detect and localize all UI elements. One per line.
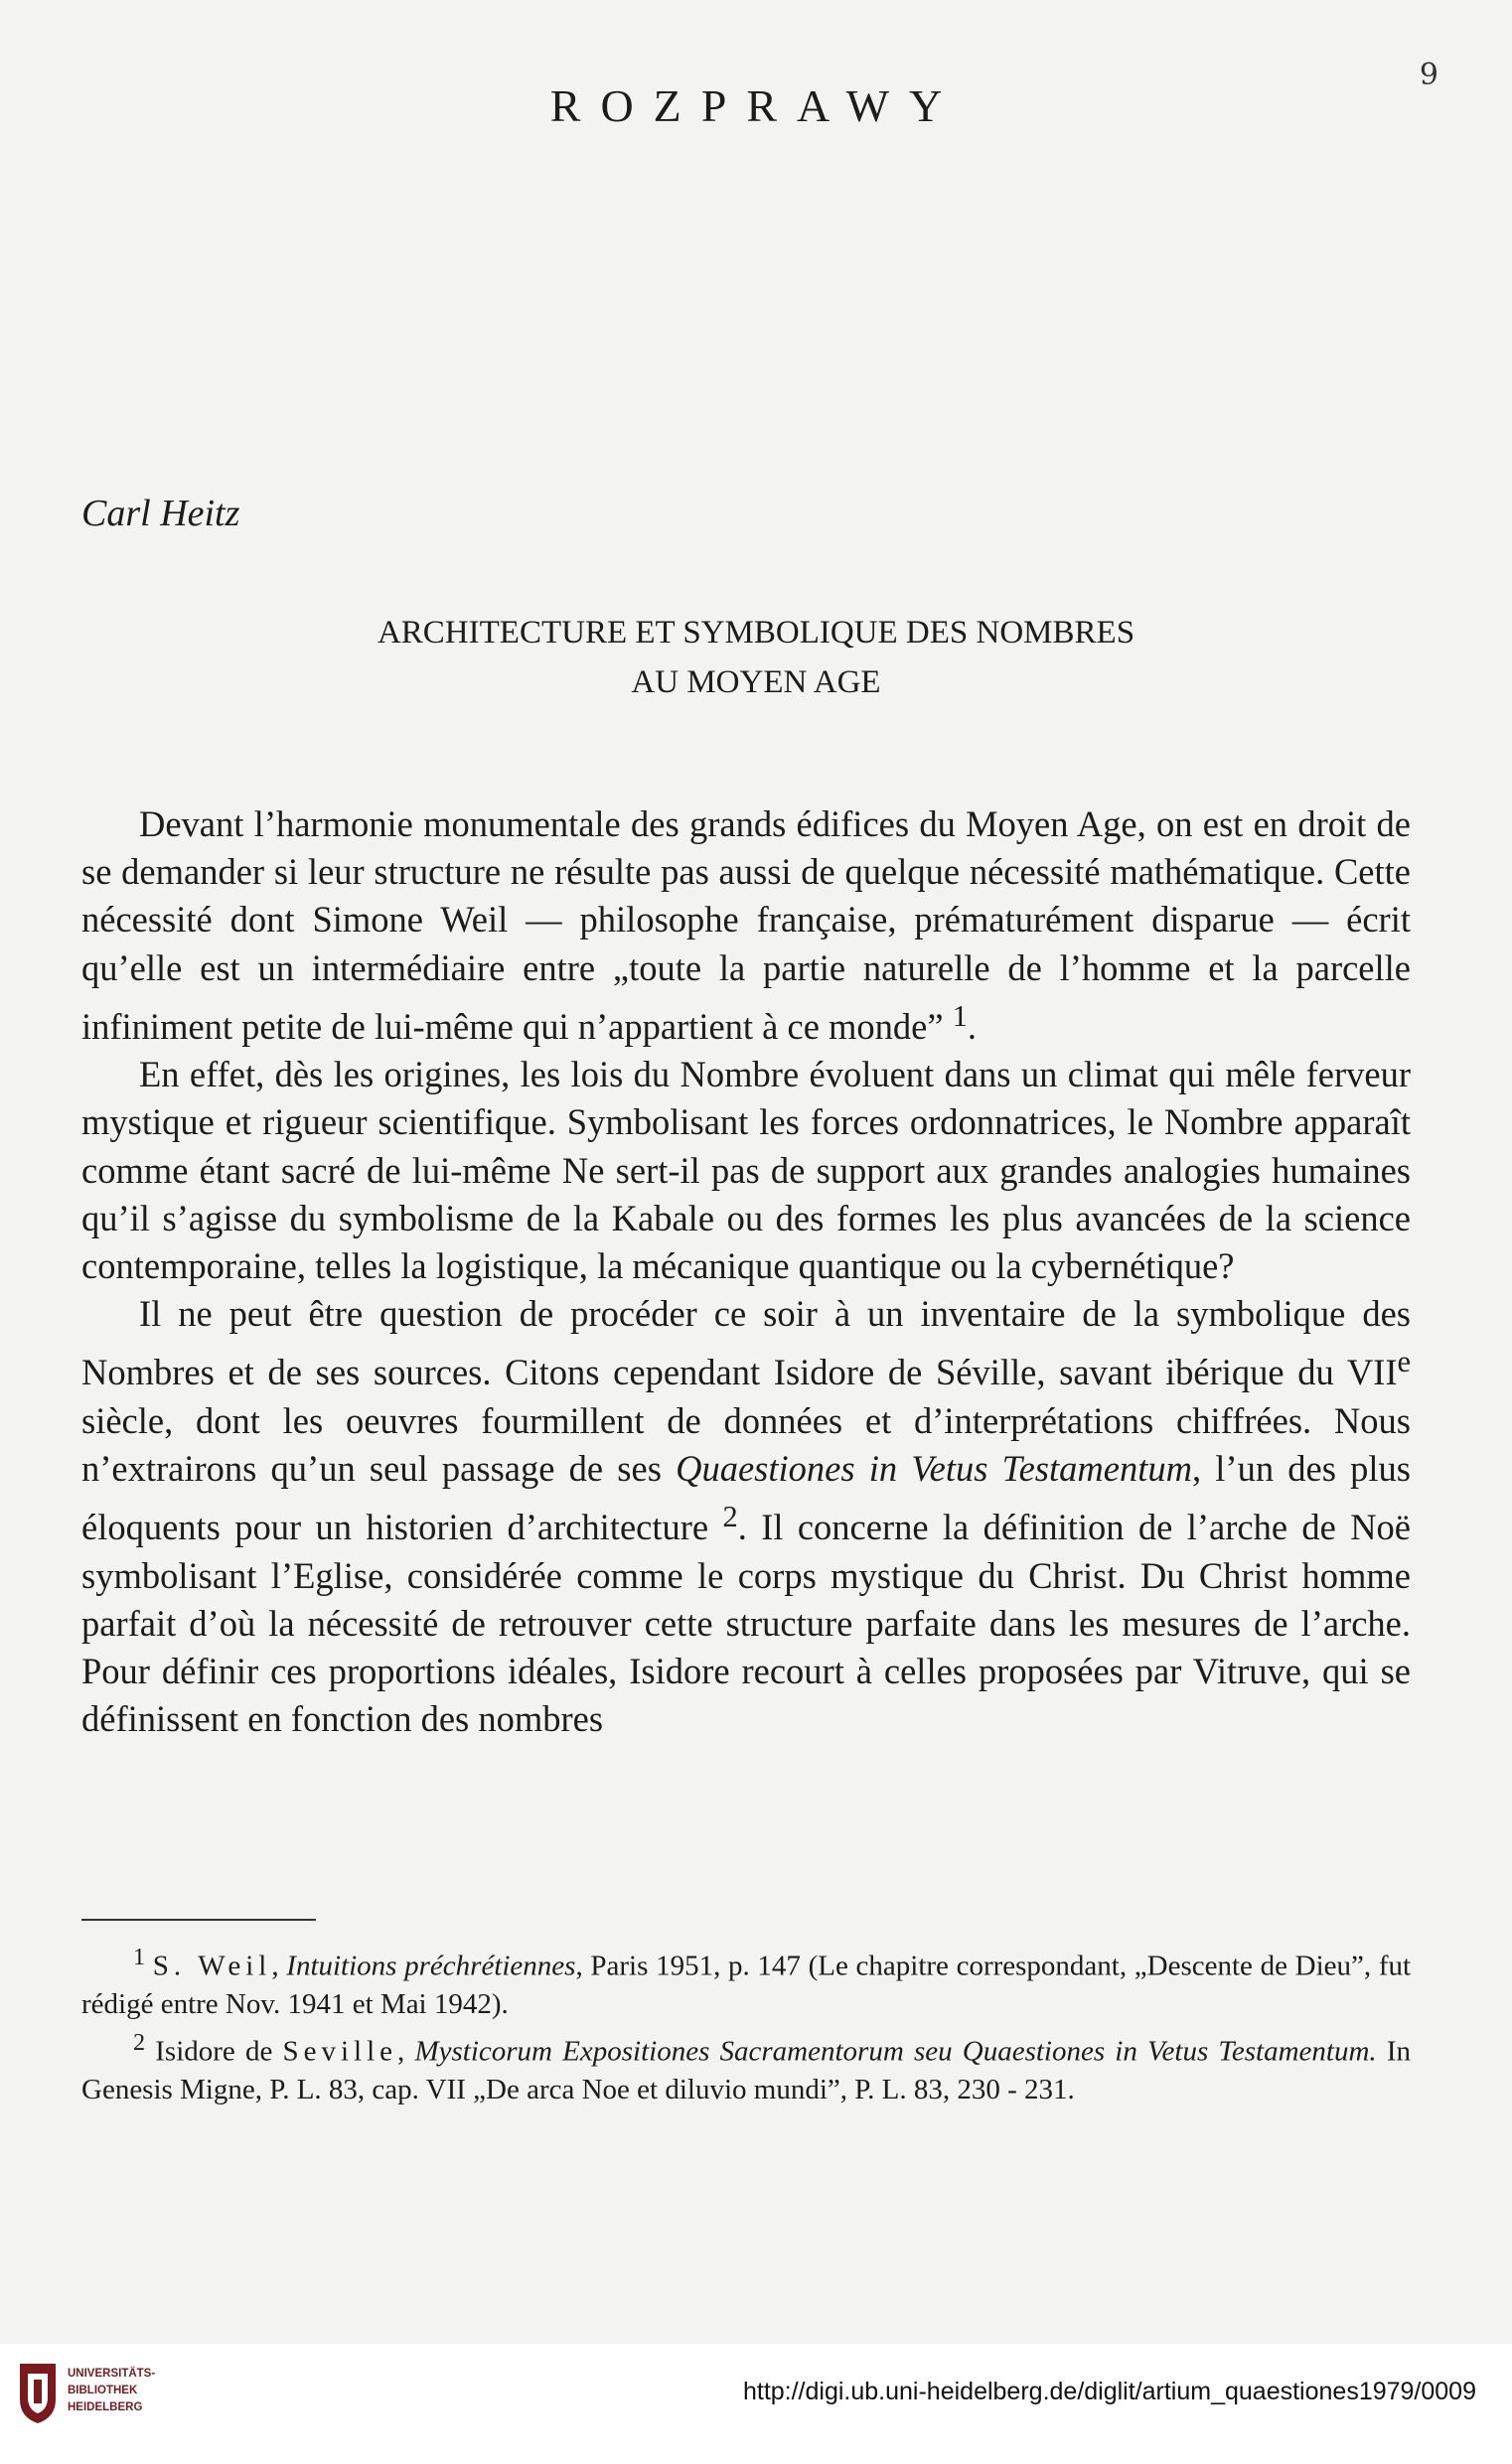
section-heading: ROZPRAWY: [549, 80, 963, 131]
library-footer: [0, 2344, 1512, 2464]
article-title-line-1: ARCHITECTURE ET SYMBOLIQUE DES NOMBRES: [377, 615, 1135, 651]
footnote-ref-2[interactable]: 2: [722, 1500, 738, 1534]
paragraph-1: Devant l’harmonie monumentale des grands édifices du Moyen Age, on est en droit de se demander si leur structure ne résulte pas aussi de quelque nécessité mathématique. Cette nécessité dont Simone Weil — philosophe française, prématurément disparue — écrit qu’elle est un intermédiaire entre „toute la partie naturelle de l’homme et la parcelle infiniment petite de lui-même qui n’appartient à ce monde” $^1$.: [81, 803, 1411, 1047]
source-url-link[interactable]: http://digi.ub.uni-heidelberg.de/diglit/artium_quaestiones1979/0009: [742, 2378, 1476, 2405]
footnotes: [81, 1939, 1411, 2108]
paragraph-2: En effet, dès les origines, les lois du Nombre évoluent dans un climat qui mêle ferveur mystique et rigueur scientifique. Symbolisant les forces ordonnatrices, le Nombre apparaît comme étant sacré de lui-même Ne sert-il pas de support aux grandes analogies humaines qu’il s’agisse du symbolisme de la Kabale ou des formes les plus avancées de la science contemporaine, telles la logistique, la mécanique quantique ou la cybernétique?: [81, 1054, 1411, 1286]
paragraph-3: Il ne peut être question de procéder ce soir à un inventaire de la symbolique des Nombres et de ses sources. Citons cependant Isidore de Séville, savant ibérique du VIIe siècle, dont les oeuvres fourmillent de données et d’interprétations chiffrées. Nous n’extrairons qu’un seul passage de ses Quaestiones in Vetus Testamentum, l’un des plus éloquents pour un historien d’architecture $^2$. Il concerne la définition de l’arche de Noë symbolisant l’Eglise, considérée comme le corps mystique du Christ. Du Christ homme parfait d’où la nécessité de retrouver cette structure parfaite dans les mesures de l’arche. Pour définir ces proportions idéales, Isidore recourt à celles proposées par Vitruve, qui se définissent en fonction des nombres: [81, 1293, 1412, 1740]
article-title-line-2: AU MOYEN AGE: [631, 664, 881, 700]
author-name: Carl Heitz: [81, 493, 240, 534]
footnote-2: $^2$ Isidore de Seville, Mysticorum Expositiones Sacramentorum seu Quaestiones in Vetus Testamentum. In Genesis Migne, P. L. 83, cap. VII „De arca Noe et diluvio mundi”, P. L. 83, 230 - 231.: [81, 2028, 1411, 2105]
work-title: Quaestiones in Vetus Testamentum: [676, 1447, 1192, 1489]
library-name: UNIVERSITÄTS- BIBLIOTHEK HEIDELBERG: [68, 2368, 156, 2413]
footnote-divider: [81, 1919, 316, 1921]
page-number: 9: [1419, 58, 1438, 92]
footnote-1: $^1$ S. Weil, Intuitions préchrétiennes, Paris 1951, p. 147 (Le chapitre correspondant, „Descente de Dieu”, fut rédigé entre Nov. 1941 et Mai 1942).: [81, 1944, 1412, 2021]
footnote-ref-1[interactable]: 1: [952, 998, 968, 1033]
library-seal-icon: [16, 2360, 60, 2425]
article-body: [81, 800, 1411, 1743]
library-logo[interactable]: [16, 2360, 183, 2431]
article-title: [0, 608, 1512, 707]
